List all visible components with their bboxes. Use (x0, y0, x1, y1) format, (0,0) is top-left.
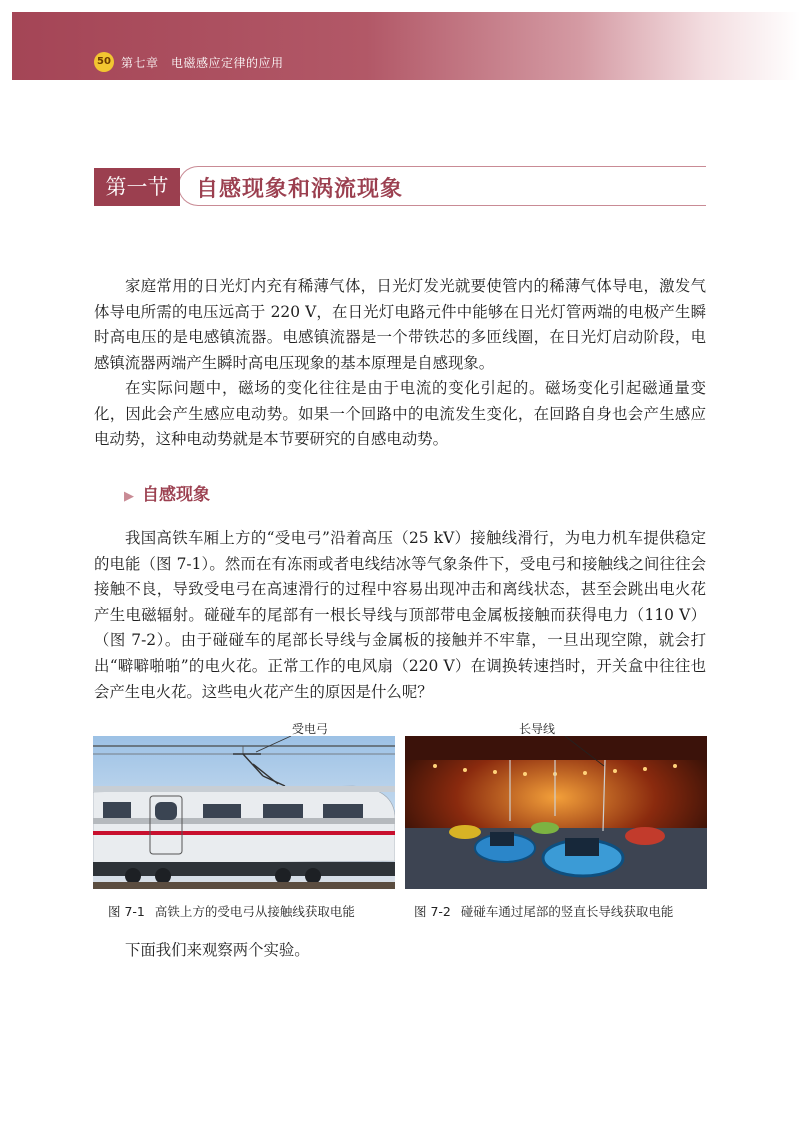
long-wire-callout: 长导线 (519, 722, 556, 736)
paragraph-2: 在实际问题中，磁场的变化往往是由于电流的变化引起的。磁场变化引起磁通量变化，因此会产生感应电动势。如果一个回路中的电流发生变化，在回路自身也会产生感应电动势，这种电动势就是本节要研究的自感电动势。 (94, 379, 706, 449)
figure-high-speed-train-image (93, 736, 395, 889)
paragraph-3: 我国高铁车厢上方的“受电弓”沿着高压（25 kV）接触线滑行，为电力机车提供稳定的电能（图 7-1）。然而在有冻雨或者电线结冰等气象条件下，受电弓和接触线之间往往会接触不良，导致受电弓在高速滑行的过程中容易出现冲击和离线状态，甚至会跳出电火花产生电磁辐射。碰碰车的尾部有一根长导线与顶部带电金属板接触而获得电力（110 V）（图 7-2）。由于碰碰车的尾部长导线与金属板的接触并不牢靠，一旦出现空隙，就会打出“噼噼啪啪”的电火花。正常工作的电风扇（220 V）在调换转速挡时，开关盒中往往也会产生电火花。这些电火花产生的原因是什么呢？ (94, 529, 706, 701)
bumper-car-illustration (405, 736, 707, 889)
figure-7-1-number: 图 7-1 (108, 904, 145, 919)
figure-bumper-cars-image (405, 736, 707, 889)
train-illustration (93, 736, 395, 889)
page-number-badge: 50 (94, 52, 114, 72)
figure-7-1-caption (108, 902, 355, 920)
triangle-arrow-icon: ▶ (124, 489, 134, 504)
figure-7-2-caption-text: 碰碰车通过尾部的竖直长导线获取电能 (460, 904, 674, 919)
figure-7-2-caption (414, 902, 673, 920)
figure-7-1-caption-text: 高铁上方的受电弓从接触线获取电能 (154, 904, 355, 919)
closing-paragraph: 下面我们来观察两个实验。 (125, 941, 310, 959)
figure-7-2-number: 图 7-2 (414, 904, 451, 919)
subheading-self-induction (124, 480, 210, 505)
paragraph-1: 家庭常用的日光灯内充有稀薄气体，日光灯发光就要使管内的稀薄气体导电，激发气体导电所需的电压远高于 220 V，在日光灯电路元件中能够在日光灯管两端的电极产生瞬时高电压的是电感镇流器。电感镇流器是一个带铁芯的多匝线圈，在日光灯启动阶段，电感镇流器两端产生瞬时高电压现象的基本原理是自感现象。 (94, 277, 706, 372)
subheading-text: 自感现象 (142, 485, 210, 505)
chapter-title: 第七章 电磁感应定律的应用 (121, 56, 284, 70)
section-title: 自感现象和涡流现象 (196, 177, 404, 202)
section-number-tag: 第一节 (94, 168, 180, 206)
pantograph-callout: 受电弓 (292, 722, 329, 736)
